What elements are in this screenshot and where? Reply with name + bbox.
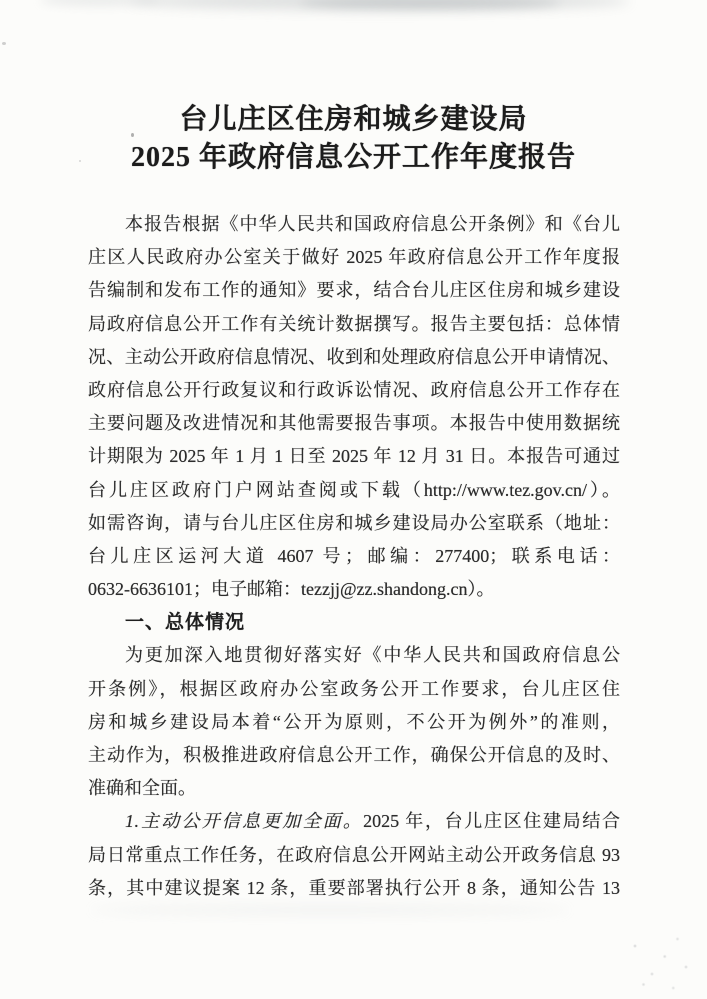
text-line: 局日常重点工作任务，在政府信息公开网站主动公开政务信息 93 bbox=[88, 844, 620, 865]
text-line: 1.主动公开信息更加全面。2025 年，台儿庄区住建局结合 bbox=[125, 811, 621, 832]
scan-noise-cluster bbox=[618, 925, 703, 995]
text-line: 为更加深入地贯彻好落实好《中华人民共和国政府信息公 bbox=[125, 645, 620, 666]
document-title-line2: 2025 年政府信息公开工作年度报告 bbox=[130, 142, 576, 173]
text-line: 如需咨询，请与台儿庄区住房和城乡建设局办公室联系（地址： bbox=[88, 512, 620, 533]
body-lines bbox=[88, 208, 620, 905]
text-line: 政府信息公开行政复议和行政诉讼情况、政府信息公开工作存在 bbox=[88, 379, 620, 400]
text-line: 告编制和发布工作的通知》要求，结合台儿庄区住房和城乡建设 bbox=[88, 280, 620, 301]
text-line: 计期限为 2025 年 1 月 1 日至 2025 年 12 月 31 日。本报告可通过 bbox=[88, 446, 620, 467]
text-line: 开条例》，根据区政府办公室政务公开工作要求，台儿庄区住 bbox=[88, 678, 620, 699]
section-heading: 一、总体情况 bbox=[125, 612, 246, 634]
text-line: 本报告根据《中华人民共和国政府信息公开条例》和《台儿 bbox=[125, 214, 620, 234]
scan-smudge bbox=[300, 0, 560, 10]
text-line: 条，其中建议提案 12 条，重要部署执行公开 8 条，通知公告 13 bbox=[88, 877, 620, 898]
emphasis-lead: 1.主动公开信息更加全面。 bbox=[125, 811, 364, 832]
scan-speck bbox=[2, 42, 6, 45]
scan-smudge bbox=[90, 905, 570, 915]
text-line: 房和城乡建设局本着“公开为原则，不公开为例外”的准则， bbox=[88, 711, 620, 732]
text-line: 局政府信息公开工作有关统计数据撰写。报告主要包括：总体情 bbox=[88, 313, 620, 334]
text-line: 准确和全面。 bbox=[88, 778, 196, 799]
document-title-line1: 台儿庄区住房和城乡建设局 bbox=[179, 104, 528, 135]
document-title bbox=[0, 101, 707, 177]
text-line: 主动作为，积极推进政府信息公开工作，确保公开信息的及时、 bbox=[88, 745, 620, 765]
text-line: 庄区人民政府办公室关于做好 2025 年政府信息公开工作年度报 bbox=[88, 247, 620, 268]
scan-smudge bbox=[130, 0, 630, 10]
text-line: 况、主动公开政府信息情况、收到和处理政府信息公开申请情况、 bbox=[88, 346, 620, 367]
scan-smudge bbox=[40, 0, 160, 6]
text-line: 台儿庄区运河大道 4607 号；邮编：277400；联系电话： bbox=[88, 545, 620, 566]
text-line: 0632-6636101；电子邮箱：tezzjj@zz.shandong.cn）。 bbox=[88, 579, 495, 600]
text-line: 台儿庄区政府门户网站查阅或下载（http://www.tez.gov.cn/）。 bbox=[88, 479, 620, 500]
text-line: 主要问题及改进情况和其他需要报告事项。本报告中使用数据统 bbox=[88, 413, 620, 434]
